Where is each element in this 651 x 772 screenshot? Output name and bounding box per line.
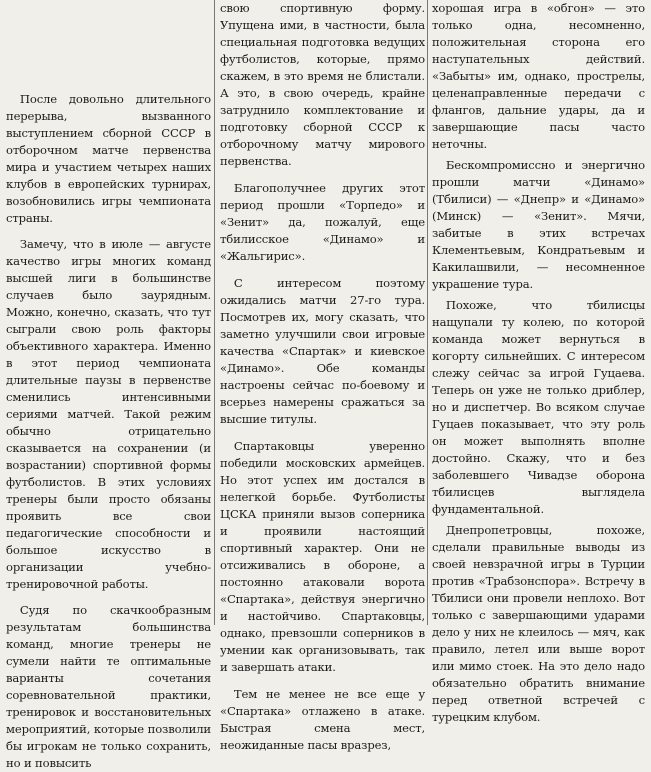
paragraph: Судя по скачкообразным результатам большинства команд, многие тренеры не сумели найти те оптимальные варианты сочетания соревновательной практики, тренировок и восстановительных мероприятий, которые позволили бы игрокам не только сохранить, но и повысить	[6, 603, 211, 770]
column-divider	[214, 0, 215, 625]
paragraph: Днепропетровцы, похоже, сделали правильные выводы из своей невзрачной игры в Турции против «Трабзонспора». Встречу в Тбилиси они провели неплохо. Вот только с завершающими ударами дело у них не клеилось — мяч, как правило, летел или выше ворот или мимо стоек. На это дело надо обязательно обратить внимание перед ответной встречей с турецким клубом.	[432, 523, 645, 724]
article-column-3	[432, 0, 645, 724]
paragraph: С интересом поэтому ожидались матчи 27-го тура. Посмотрев их, могу сказать, что заметно улучшили свои игровые качества «Спартак» и киевское «Динамо». Обе команды настроены сейчас по-боевому и всерьез намерены сражаться за высшие титулы.	[220, 276, 425, 426]
paragraph: Спартаковцы уверенно победили московских армейцев. Но этот успех им достался в нелегкой борьбе. Футболисты ЦСКА приняли вызов соперника и проявили настоящий спортивный характер. Они не отсиживались в обороне, а постоянно атаковали ворота «Спартака», действуя энергично и настойчиво. Спартаковцы, однако, превзошли соперников в умении как организовывать, так и завершать атаки.	[220, 439, 425, 674]
paragraph: Бескомпромиссно и энергично прошли матчи «Динамо» (Тбилиси) — «Днепр» и «Динамо» (Минск) — «Зенит». Мячи, забитые в этих встречах Клементьевым, Кондратьевым и Какилашвили, — несомненное украшение тура.	[432, 158, 645, 291]
column-divider	[427, 0, 428, 625]
paragraph: хорошая игра в «обгон» — это только одна, несомненно, положительная сторона его наступательных действий. «Забыты» им, однако, прострелы, целенаправленные передачи с флангов, дальние удары, да и завершающие пасы часто неточны.	[432, 1, 645, 151]
paragraph: Похоже, что тбилисцы нащупали ту колею, по которой команда может вернуться в когорту сильнейших. С интересом слежу сейчас за игрой Гуцаева. Теперь он уже не только дриблер, но и диспетчер. Во всяком случае Гуцаев показывает, что эту роль он может выполнять вполне достойно. Скажу, что и без заболевшего Чивадзе оборона тбилисцев выглядела фундаментальной.	[432, 298, 645, 516]
paragraph: свою спортивную форму. Упущена ими, в частности, была специальная подготовка ведущих футболистов, которые, прямо скажем, в это время не блистали. А это, в свою очередь, крайне затруднило комплектование и подготовку сборной СССР к отборочному матчу мирового первенства.	[220, 1, 425, 168]
paragraph: Тем не менее не все еще у «Спартака» отлажено в атаке. Быстрая смена мест, неожиданные пасы вразрез,	[220, 687, 425, 752]
article-column-1	[6, 0, 211, 770]
paragraph: После довольно длительного перерыва, вызванного выступлением сборной СССР в отборочном матче первенства мира и участием четырех наших клубов в европейских турнирах, возобновились игры чемпионата страны.	[6, 92, 211, 225]
paragraph: Благополучнее других этот период прошли «Торпедо» и «Зенит» да, пожалуй, еще тбилисское «Динамо» и «Жальгирис».	[220, 181, 425, 263]
paragraph: Замечу, что в июле — августе качество игры многих команд высшей лиги в большинстве случаев было заурядным. Можно, конечно, сказать, что тут сыграли свою роль факторы объективного характера. Именно в этот период чемпионата длительные паузы в первенстве сменились интенсивными сериями матчей. Такой режим обычно отрицательно сказывается на сохранении (и возрастании) спортивной формы футболистов. В этих условиях тренеры были просто обязаны проявить все свои педагогические способности и большое искусство в организации учебно-тренировочной работы.	[6, 237, 211, 591]
article-column-2	[220, 0, 425, 752]
